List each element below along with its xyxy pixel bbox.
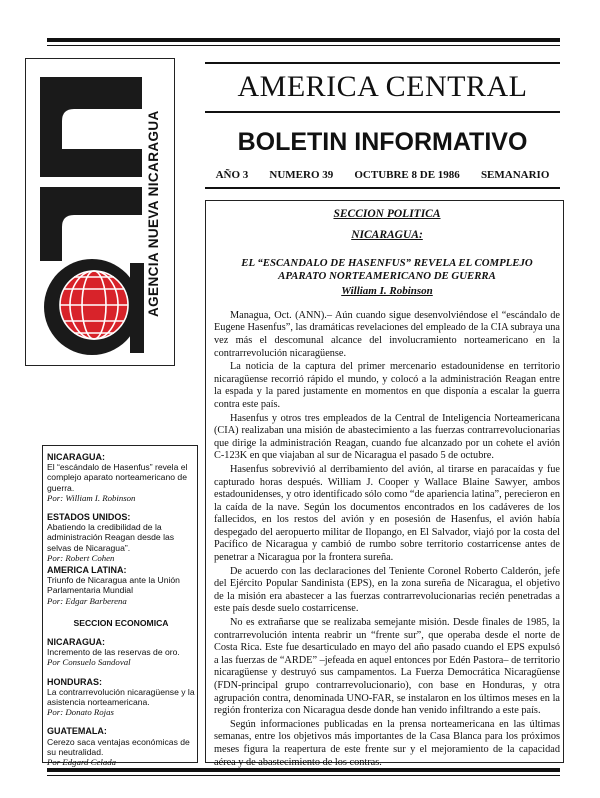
entry-section: GUATEMALA: xyxy=(47,726,107,737)
sidebar-entry xyxy=(47,452,195,503)
entry-section: NICARAGUA: xyxy=(47,452,105,462)
article-country xyxy=(214,229,560,242)
sidebar-contents xyxy=(47,452,195,767)
entry-desc: Cerezo saca ventajas económicas de su neutralidad. xyxy=(47,736,190,757)
entry-desc: Abatiendo la credibilidad de la administración Reagan desde las selvas de Nicaragua”. xyxy=(47,522,175,553)
headline-line: EL “ESCANDALO DE HASENFUS” REVELA EL COMPLEJO xyxy=(241,257,533,270)
masthead-rule-bottom xyxy=(205,187,560,189)
sidebar-section-heading: SECCION ECONOMICA xyxy=(73,617,169,628)
masthead-subtitle: BOLETIN INFORMATIVO xyxy=(237,128,528,156)
article xyxy=(214,208,560,770)
entry-desc: Triunfo de Nicaragua ante la Unión Parlamentaria Mundial xyxy=(47,575,180,596)
entry-author: Por: William I. Robinson xyxy=(47,492,136,503)
sidebar-entry xyxy=(47,637,195,668)
logo-agency-name: AGENCIA NUEVA NICARAGUA xyxy=(146,110,161,318)
entry-desc: La contrarrevolución nicaragüense y la asistencia norteamericana. xyxy=(47,686,195,708)
sidebar-entry xyxy=(47,565,195,606)
article-body xyxy=(214,310,560,769)
article-country-label: NICARAGUA: xyxy=(351,228,423,241)
article-section-label: SECCION POLITICA xyxy=(333,208,441,220)
entry-author: Por Consuelo Sandoval xyxy=(47,657,131,668)
masthead-rule-top xyxy=(205,62,560,64)
entry-author: Por: Robert Cohen xyxy=(47,552,115,563)
entry-author: Por: Edgar Barberena xyxy=(47,595,127,606)
paragraph: Managua, Oct. (ANN).– Aún cuando sigue desenvolviéndose el “escándalo de Eugene Hasenfus”, las dramáticas revelaciones del empleado de la CIA subraya una vez más el descomunal alcance del involucramiento norteamericano en la contrarrevolución nicaragüense. xyxy=(214,309,560,359)
sidebar-entry xyxy=(47,677,195,718)
issue-info xyxy=(205,169,560,181)
issue-date: OCTUBRE 8 DE 1986 xyxy=(354,169,460,181)
entry-section: HONDURAS: xyxy=(47,676,102,687)
paragraph: Hasenfus y otros tres empleados de la Central de Inteligencia Norteamericana (CIA) realizaban una misión de abastecimiento a las fuerzas contrarrevolucionarias que dirige la administración Reagan, cuando fue alcanzado por un cohete el avión C-123K en que viajaban al sur de Nicaragua el pasado 5 de octubre. xyxy=(214,412,560,462)
sidebar-entry xyxy=(47,512,195,563)
entry-author: Por Edgard Celada xyxy=(47,757,117,768)
top-rule xyxy=(47,38,560,42)
byline-author: William I. Robinson xyxy=(341,285,433,298)
entry-desc: El “escándalo de Hasenfus” revela el complejo aparato norteamericano de guerra. xyxy=(47,462,188,493)
sidebar-entry xyxy=(47,726,195,767)
entry-author: Por: Donato Rojas xyxy=(47,707,114,718)
issue-frequency: SEMANARIO xyxy=(480,169,550,181)
top-rule-thin xyxy=(47,45,560,46)
article-byline xyxy=(214,285,560,298)
headline-line: APARATO NORTEAMERICANO DE GUERRA xyxy=(278,269,496,282)
entry-section: ESTADOS UNIDOS: xyxy=(47,512,131,523)
entry-section: NICARAGUA: xyxy=(47,637,105,648)
paragraph: De acuerdo con las declaraciones del Teniente Coronel Roberto Calderón, jefe del Ejército Popular Sandinista (EPS), en la zona sureña de Nicaragua, el objetivo de la misión era abastecer a las fuerzas contrarrevolucionarias recién penetradas a este país desde suelo costarricense. xyxy=(214,565,560,615)
paragraph: La noticia de la captura del primer mercenario estadounidense en territorio nicaragüense recorrió rápido el mundo, y colocó a la administración Reagan entre la espada y la pared justamente en momentos en que disponía a escalar la guerra contra este país. xyxy=(214,361,560,410)
bottom-rule-thin xyxy=(47,775,560,776)
masthead-title: AMERICA CENTRAL xyxy=(237,70,528,103)
entry-section: AMERICA LATINA: xyxy=(47,565,127,576)
paragraph: Según informaciones publicadas en la prensa norteamericana en las últimas semanas, entre los objetivos más importantes de la Casa Blanca para los próximos meses figura la reapertura de este frente sur y el mejoramiento de la capacidad aérea y de abastecimiento de los contras. xyxy=(214,718,560,768)
article-section xyxy=(214,208,560,221)
issue-year: AÑO 3 xyxy=(215,169,249,181)
issue-number: NUMERO 39 xyxy=(269,169,334,181)
paragraph: No es extrañarse que se realizaba semejante misión. Desde finales de 1985, la contrarrevolución intenta reabrir un “frente sur”, que operaba desde el norte de Costa Rica. Este fue desarticulado en mayo del año pasado cuando el EPS expulsó a las fuerzas de “ARDE” –jefeada en aquel entonces por Edén Pastora– de territorio nicaragüense y destruyó sus campamentos. La Fuerza Democrática Nicaragüense (FDN-principal grupo contrarrevolucionario), con base en Honduras, y otra agrupación contra, denominada UNO-FAR, se instalaron en los últimos meses en la región fronteriza con Nicaragua desde donde han venido infiltrando a este país. xyxy=(214,617,560,717)
entry-desc: Incremento de las reservas de oro. xyxy=(47,647,180,658)
article-headline xyxy=(214,257,560,282)
masthead-rule-mid xyxy=(205,111,560,113)
paragraph: Hasenfus sobrevivió al derribamiento del avión, al tirarse en paracaídas y fue capturado horas después. William J. Cooper y Wallace Blaine Sawyer, ambos estadounidenses, y otro identificado sólo como “de apariencia latina”, perecieron en la caída de la nave. Según los documentos encontrados en los cadáveres de los fallecidos, en los restos del avión y en posesión de Hasenfus, el avión había despegado del aeropuerto militar de Ilopango, en El Salvador, viajó por la costa del Pacífico de Nicaragua y cambió de rumbo sobre territorio costarricense antes de penetrar a Nicaragua por la frontera sureña. xyxy=(214,463,560,564)
ann-logo xyxy=(25,58,175,366)
